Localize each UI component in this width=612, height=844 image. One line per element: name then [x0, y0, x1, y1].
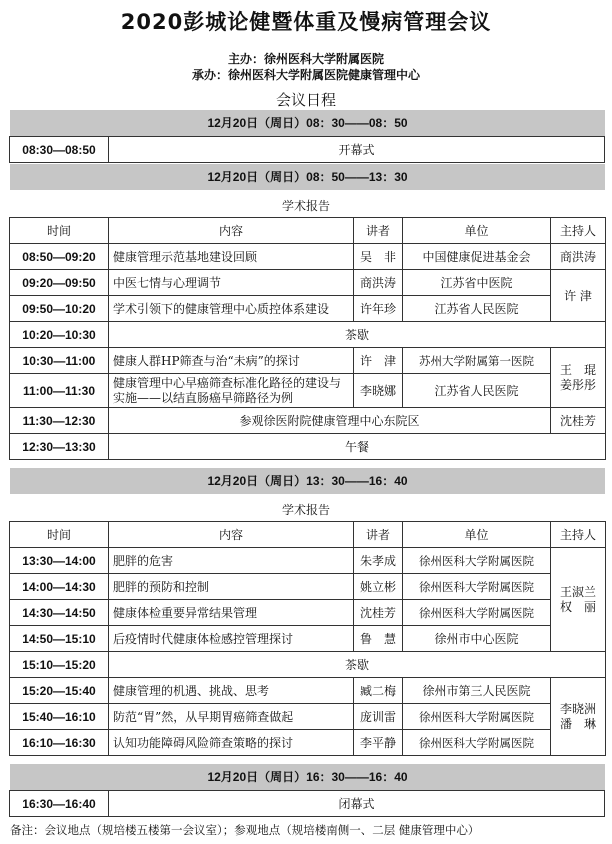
unit-cell: 苏州大学附属第一医院 [403, 348, 551, 374]
host-cell: 王淑兰 权 丽 [551, 548, 606, 652]
header-time: 时间 [10, 218, 109, 244]
closing-table [9, 790, 605, 817]
speaker-cell: 鲁 慧 [354, 626, 403, 652]
header-speaker: 讲者 [354, 218, 403, 244]
unit-cell: 徐州医科大学附属医院 [403, 600, 551, 626]
host-cell: 商洪涛 [551, 244, 606, 270]
unit-cell: 徐州医科大学附属医院 [403, 730, 551, 756]
unit-cell: 徐州市中心医院 [403, 626, 551, 652]
unit-cell: 中国健康促进基金会 [403, 244, 551, 270]
header-host: 主持人 [551, 218, 606, 244]
table-row [10, 652, 606, 678]
content-cell: 开幕式 [109, 137, 605, 163]
content-cell: 健康体检重要异常结果管理 [109, 600, 354, 626]
session-bar-afternoon: 12月20日（周日）13：30——16：40 [10, 468, 605, 494]
time-cell: 15:40—16:10 [10, 704, 109, 730]
time-cell: 08:50—09:20 [10, 244, 109, 270]
table-row [10, 704, 606, 730]
table-row [10, 348, 606, 374]
unit-cell: 徐州医科大学附属医院 [403, 704, 551, 730]
speaker-cell: 商洪涛 [354, 270, 403, 296]
time-cell: 10:20—10:30 [10, 322, 109, 348]
time-cell: 14:50—15:10 [10, 626, 109, 652]
morning-table [9, 217, 606, 460]
speaker-cell: 李晓娜 [354, 374, 403, 408]
speaker-cell: 吴 非 [354, 244, 403, 270]
visit-cell: 参观徐医附院健康管理中心东院区 [109, 408, 551, 434]
table-row [10, 408, 606, 434]
time-cell: 14:00—14:30 [10, 574, 109, 600]
table-row [10, 574, 606, 600]
time-cell: 08:30—08:50 [10, 137, 109, 163]
content-cell: 后疫情时代健康体检感控管理探讨 [109, 626, 354, 652]
unit-cell: 徐州市第三人民医院 [403, 678, 551, 704]
content-cell: 肥胖的危害 [109, 548, 354, 574]
speaker-cell: 许 津 [354, 348, 403, 374]
unit-cell: 江苏省人民医院 [403, 296, 551, 322]
host-line: 主办：徐州医科大学附属医院 [227, 52, 384, 66]
time-cell: 12:30—13:30 [10, 434, 109, 460]
table-row [10, 296, 606, 322]
time-cell: 11:00—11:30 [10, 374, 109, 408]
time-cell: 10:30—11:00 [10, 348, 109, 374]
session-bar-opening: 12月20日（周日）08：30——08：50 [10, 110, 605, 136]
header-host: 主持人 [551, 522, 606, 548]
table-row [10, 548, 606, 574]
host-cell: 沈桂芳 [551, 408, 606, 434]
header-unit: 单位 [403, 218, 551, 244]
header-content: 内容 [109, 218, 354, 244]
table-row [10, 678, 606, 704]
speaker-cell: 朱孝成 [354, 548, 403, 574]
section-title: 学术报告 [281, 199, 330, 213]
header-time: 时间 [10, 522, 109, 548]
time-cell: 15:10—15:20 [10, 652, 109, 678]
host-cell: 王 琨 姜彤彤 [551, 348, 606, 408]
table-header-row [10, 522, 606, 548]
table-row [10, 626, 606, 652]
session-bar-morning: 12月20日（周日）08：50——13：30 [10, 164, 605, 190]
table-row [10, 322, 606, 348]
time-cell: 15:20—15:40 [10, 678, 109, 704]
unit-cell: 江苏省人民医院 [403, 374, 551, 408]
content-cell: 肥胖的预防和控制 [109, 574, 354, 600]
table-row [10, 730, 606, 756]
break-cell: 茶歇 [109, 322, 606, 348]
time-cell: 16:30—16:40 [10, 791, 109, 817]
lunch-cell: 午餐 [109, 434, 606, 460]
session-bar-closing: 12月20日（周日）16：30——16：40 [10, 764, 605, 790]
unit-cell: 徐州医科大学附属医院 [403, 548, 551, 574]
content-cell: 防范“胃”然，从早期胃癌筛查做起 [109, 704, 354, 730]
speaker-cell: 李平静 [354, 730, 403, 756]
header-content: 内容 [109, 522, 354, 548]
speaker-cell: 许年珍 [354, 296, 403, 322]
table-row [10, 244, 606, 270]
organizer-line: 承办：徐州医科大学附属医院健康管理中心 [191, 68, 420, 82]
speaker-cell: 姚立彬 [354, 574, 403, 600]
break-cell: 茶歇 [109, 652, 606, 678]
time-cell: 11:30—12:30 [10, 408, 109, 434]
time-cell: 09:50—10:20 [10, 296, 109, 322]
content-cell: 闭幕式 [109, 791, 605, 817]
content-cell: 中医七情与心理调节 [109, 270, 354, 296]
section-title: 学术报告 [281, 503, 330, 517]
speaker-cell: 沈桂芳 [354, 600, 403, 626]
page-title: 2020彭城论健暨体重及慢病管理会议 [120, 10, 492, 34]
content-cell: 健康管理的机遇、挑战、思考 [109, 678, 354, 704]
unit-cell: 徐州医科大学附属医院 [403, 574, 551, 600]
table-row [10, 600, 606, 626]
content-cell: 健康管理中心早癌筛查标准化路径的建设与实施——以结直肠癌早筛路径为例 [109, 374, 354, 408]
schedule-heading: 会议日程 [275, 91, 336, 109]
content-cell: 学术引领下的健康管理中心质控体系建设 [109, 296, 354, 322]
header-unit: 单位 [403, 522, 551, 548]
afternoon-table [9, 521, 606, 756]
time-cell: 13:30—14:00 [10, 548, 109, 574]
unit-cell: 江苏省中医院 [403, 270, 551, 296]
table-row [10, 791, 605, 817]
speaker-cell: 臧二梅 [354, 678, 403, 704]
host-cell: 许 津 [551, 270, 606, 322]
host-cell: 李晓洲 潘 琳 [551, 678, 606, 756]
table-row [10, 137, 605, 163]
time-cell: 14:30—14:50 [10, 600, 109, 626]
content-cell: 健康管理示范基地建设回顾 [109, 244, 354, 270]
content-cell: 健康人群HP筛查与治“未病”的探讨 [109, 348, 354, 374]
table-header-row [10, 218, 606, 244]
table-row [10, 270, 606, 296]
speaker-cell: 庞训雷 [354, 704, 403, 730]
opening-table [9, 136, 605, 163]
time-cell: 16:10—16:30 [10, 730, 109, 756]
table-row [10, 434, 606, 460]
footnote: 备注：会议地点（规培楼五楼第一会议室）；参观地点（规培楼南侧一、二层 健康管理中心） [10, 823, 480, 837]
table-row [10, 374, 606, 408]
header-speaker: 讲者 [354, 522, 403, 548]
time-cell: 09:20—09:50 [10, 270, 109, 296]
content-cell: 认知功能障碍风险筛查策略的探讨 [109, 730, 354, 756]
